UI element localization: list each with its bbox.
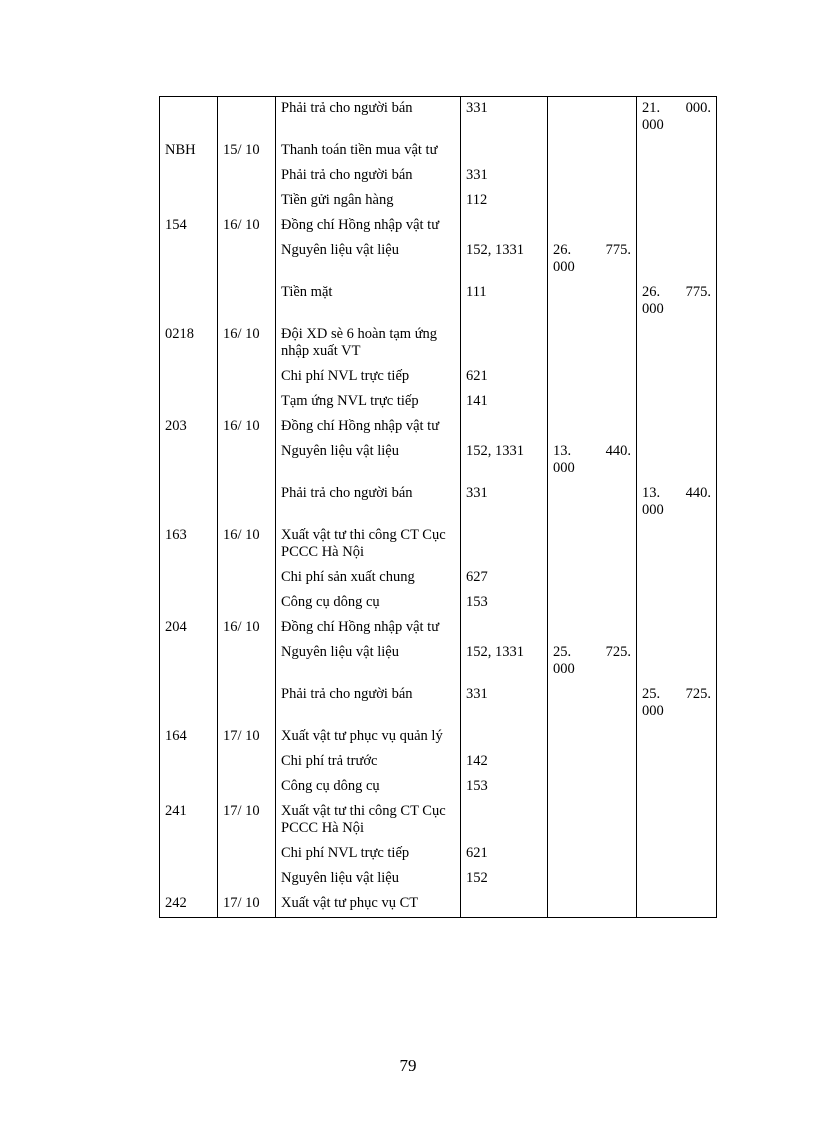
voucher-number: 0218 xyxy=(160,323,218,365)
debit-amount xyxy=(548,524,637,566)
debit-amount-parts xyxy=(553,644,631,678)
entry-description: Nguyên liệu vật liệu xyxy=(276,641,461,683)
debit-amount xyxy=(548,239,637,281)
debit-amount-part: 725. xyxy=(605,644,631,660)
voucher-number xyxy=(160,440,218,482)
voucher-date: 15/ 10 xyxy=(218,139,276,164)
entry-description: Thanh toán tiền mua vật tư xyxy=(276,139,461,164)
ledger-row xyxy=(160,683,717,725)
entry-description: Phải trả cho người bán xyxy=(276,683,461,725)
account-code xyxy=(461,892,548,918)
debit-amount xyxy=(548,415,637,440)
debit-amount xyxy=(548,482,637,524)
entry-description: Xuất vật tư phục vụ quản lý xyxy=(276,725,461,750)
credit-amount xyxy=(637,281,717,323)
debit-amount xyxy=(548,842,637,867)
voucher-date xyxy=(218,867,276,892)
voucher-date: 16/ 10 xyxy=(218,616,276,641)
credit-amount-part: 775. xyxy=(685,284,711,300)
debit-amount xyxy=(548,139,637,164)
credit-amount xyxy=(637,616,717,641)
ledger-row xyxy=(160,189,717,214)
credit-amount xyxy=(637,842,717,867)
account-code: 152, 1331 xyxy=(461,440,548,482)
voucher-date xyxy=(218,189,276,214)
entry-description: Chi phí trả trước xyxy=(276,750,461,775)
voucher-date xyxy=(218,775,276,800)
voucher-number: 203 xyxy=(160,415,218,440)
voucher-number xyxy=(160,641,218,683)
voucher-number xyxy=(160,281,218,323)
ledger-row xyxy=(160,415,717,440)
debit-amount xyxy=(548,683,637,725)
entry-description: Nguyên liệu vật liệu xyxy=(276,440,461,482)
ledger-row xyxy=(160,281,717,323)
debit-amount xyxy=(548,214,637,239)
ledger-row xyxy=(160,214,717,239)
credit-amount xyxy=(637,239,717,281)
page-number: 79 xyxy=(399,1056,417,1075)
voucher-number: NBH xyxy=(160,139,218,164)
ledger-row xyxy=(160,365,717,390)
voucher-number xyxy=(160,239,218,281)
voucher-date xyxy=(218,641,276,683)
debit-amount-parts xyxy=(553,443,631,477)
ledger-row xyxy=(160,524,717,566)
account-code xyxy=(461,616,548,641)
voucher-number: 164 xyxy=(160,725,218,750)
account-code: 152, 1331 xyxy=(461,641,548,683)
credit-amount xyxy=(637,97,717,140)
debit-amount xyxy=(548,440,637,482)
account-code: 153 xyxy=(461,591,548,616)
voucher-date xyxy=(218,164,276,189)
credit-amount xyxy=(637,365,717,390)
entry-description: Đồng chí Hồng nhập vật tư xyxy=(276,616,461,641)
credit-amount-parts xyxy=(642,686,711,720)
credit-amount-parts xyxy=(642,100,711,134)
debit-amount-part: 26. xyxy=(553,242,572,258)
debit-amount-part: 13. xyxy=(553,443,572,459)
debit-amount-part: 000 xyxy=(553,259,575,275)
debit-amount xyxy=(548,725,637,750)
credit-amount xyxy=(637,139,717,164)
entry-description: Xuất vật tư thi công CT Cục PCCC Hà Nội xyxy=(276,524,461,566)
entry-description: Nguyên liệu vật liệu xyxy=(276,239,461,281)
credit-amount xyxy=(637,775,717,800)
debit-amount xyxy=(548,750,637,775)
debit-amount xyxy=(548,365,637,390)
credit-amount xyxy=(637,440,717,482)
ledger-row xyxy=(160,164,717,189)
credit-amount-parts xyxy=(642,485,711,519)
credit-amount-part: 25. xyxy=(642,686,661,702)
credit-amount xyxy=(637,189,717,214)
ledger-row xyxy=(160,440,717,482)
debit-amount xyxy=(548,281,637,323)
entry-description: Công cụ dông cụ xyxy=(276,775,461,800)
credit-amount-part: 000. xyxy=(685,100,711,116)
account-code: 331 xyxy=(461,683,548,725)
voucher-date: 17/ 10 xyxy=(218,892,276,918)
account-code: 331 xyxy=(461,97,548,140)
ledger-row xyxy=(160,725,717,750)
account-code xyxy=(461,725,548,750)
entry-description: Phải trả cho người bán xyxy=(276,97,461,140)
voucher-date: 16/ 10 xyxy=(218,415,276,440)
credit-amount xyxy=(637,725,717,750)
credit-amount-part: 000 xyxy=(642,502,664,518)
entry-description: Đồng chí Hồng nhập vật tư xyxy=(276,415,461,440)
account-code xyxy=(461,323,548,365)
account-code: 152, 1331 xyxy=(461,239,548,281)
ledger-row xyxy=(160,566,717,591)
debit-amount xyxy=(548,800,637,842)
voucher-number: 163 xyxy=(160,524,218,566)
credit-amount xyxy=(637,641,717,683)
entry-description: Tiền mặt xyxy=(276,281,461,323)
ledger-row xyxy=(160,775,717,800)
credit-amount-part: 000 xyxy=(642,301,664,317)
account-code: 331 xyxy=(461,164,548,189)
account-code: 111 xyxy=(461,281,548,323)
debit-amount-part: 25. xyxy=(553,644,572,660)
debit-amount xyxy=(548,892,637,918)
ledger-table xyxy=(159,96,717,918)
credit-amount xyxy=(637,591,717,616)
debit-amount xyxy=(548,390,637,415)
account-code xyxy=(461,214,548,239)
debit-amount xyxy=(548,641,637,683)
voucher-number xyxy=(160,775,218,800)
debit-amount-part: 000 xyxy=(553,460,575,476)
voucher-number: 204 xyxy=(160,616,218,641)
ledger-row xyxy=(160,591,717,616)
debit-amount xyxy=(548,97,637,140)
voucher-number xyxy=(160,750,218,775)
voucher-date xyxy=(218,239,276,281)
credit-amount xyxy=(637,800,717,842)
account-code xyxy=(461,524,548,566)
ledger-row xyxy=(160,616,717,641)
credit-amount xyxy=(637,683,717,725)
voucher-number: 242 xyxy=(160,892,218,918)
voucher-date xyxy=(218,97,276,140)
voucher-date xyxy=(218,842,276,867)
voucher-number xyxy=(160,365,218,390)
account-code: 331 xyxy=(461,482,548,524)
credit-amount xyxy=(637,482,717,524)
credit-amount xyxy=(637,214,717,239)
ledger-row xyxy=(160,750,717,775)
voucher-number xyxy=(160,164,218,189)
credit-amount xyxy=(637,750,717,775)
voucher-date: 17/ 10 xyxy=(218,800,276,842)
entry-description: Chi phí NVL trực tiếp xyxy=(276,365,461,390)
ledger-row xyxy=(160,482,717,524)
debit-amount-part: 775. xyxy=(605,242,631,258)
credit-amount-part: 440. xyxy=(685,485,711,501)
account-code: 112 xyxy=(461,189,548,214)
entry-description: Đội XD sè 6 hoàn tạm ứng nhập xuất VT xyxy=(276,323,461,365)
credit-amount-part: 000 xyxy=(642,703,664,719)
account-code xyxy=(461,139,548,164)
voucher-number xyxy=(160,566,218,591)
ledger-body xyxy=(160,97,717,918)
debit-amount xyxy=(548,566,637,591)
voucher-date xyxy=(218,750,276,775)
debit-amount-parts xyxy=(553,242,631,276)
entry-description: Tạm ứng NVL trực tiếp xyxy=(276,390,461,415)
debit-amount xyxy=(548,867,637,892)
entry-description: Công cụ dông cụ xyxy=(276,591,461,616)
ledger-row xyxy=(160,892,717,918)
entry-description: Phải trả cho người bán xyxy=(276,164,461,189)
entry-description: Phải trả cho người bán xyxy=(276,482,461,524)
ledger-row xyxy=(160,239,717,281)
debit-amount xyxy=(548,189,637,214)
debit-amount xyxy=(548,775,637,800)
credit-amount-part: 725. xyxy=(685,686,711,702)
credit-amount-part: 13. xyxy=(642,485,661,501)
ledger-row xyxy=(160,97,717,140)
voucher-number xyxy=(160,683,218,725)
debit-amount xyxy=(548,323,637,365)
voucher-date: 16/ 10 xyxy=(218,323,276,365)
debit-amount-part: 440. xyxy=(605,443,631,459)
voucher-date: 16/ 10 xyxy=(218,524,276,566)
ledger-row xyxy=(160,323,717,365)
ledger-row xyxy=(160,867,717,892)
voucher-date xyxy=(218,566,276,591)
voucher-date: 16/ 10 xyxy=(218,214,276,239)
voucher-date xyxy=(218,440,276,482)
credit-amount xyxy=(637,415,717,440)
ledger-row xyxy=(160,641,717,683)
voucher-number: 154 xyxy=(160,214,218,239)
debit-amount-part: 000 xyxy=(553,661,575,677)
credit-amount xyxy=(637,566,717,591)
credit-amount xyxy=(637,390,717,415)
account-code: 621 xyxy=(461,842,548,867)
entry-description: Xuất vật tư phục vụ CT xyxy=(276,892,461,918)
entry-description: Xuất vật tư thi công CT Cục PCCC Hà Nội xyxy=(276,800,461,842)
debit-amount xyxy=(548,616,637,641)
credit-amount-parts xyxy=(642,284,711,318)
account-code: 153 xyxy=(461,775,548,800)
voucher-number xyxy=(160,482,218,524)
credit-amount xyxy=(637,323,717,365)
credit-amount-part: 21. xyxy=(642,100,661,116)
voucher-date xyxy=(218,482,276,524)
voucher-date xyxy=(218,281,276,323)
voucher-date xyxy=(218,683,276,725)
credit-amount xyxy=(637,867,717,892)
entry-description: Tiền gửi ngân hàng xyxy=(276,189,461,214)
account-code: 142 xyxy=(461,750,548,775)
voucher-number xyxy=(160,591,218,616)
credit-amount xyxy=(637,164,717,189)
credit-amount-part: 26. xyxy=(642,284,661,300)
account-code: 621 xyxy=(461,365,548,390)
voucher-number xyxy=(160,390,218,415)
voucher-date xyxy=(218,390,276,415)
credit-amount xyxy=(637,524,717,566)
voucher-number xyxy=(160,97,218,140)
account-code xyxy=(461,415,548,440)
account-code: 152 xyxy=(461,867,548,892)
voucher-number xyxy=(160,867,218,892)
credit-amount-part: 000 xyxy=(642,117,664,133)
ledger-row xyxy=(160,139,717,164)
debit-amount xyxy=(548,591,637,616)
ledger-row xyxy=(160,842,717,867)
entry-description: Chi phí sản xuất chung xyxy=(276,566,461,591)
entry-description: Đồng chí Hồng nhập vật tư xyxy=(276,214,461,239)
voucher-number: 241 xyxy=(160,800,218,842)
voucher-date: 17/ 10 xyxy=(218,725,276,750)
credit-amount xyxy=(637,892,717,918)
voucher-date xyxy=(218,591,276,616)
entry-description: Chi phí NVL trực tiếp xyxy=(276,842,461,867)
voucher-number xyxy=(160,842,218,867)
voucher-number xyxy=(160,189,218,214)
account-code xyxy=(461,800,548,842)
entry-description: Nguyên liệu vật liệu xyxy=(276,867,461,892)
account-code: 627 xyxy=(461,566,548,591)
account-code: 141 xyxy=(461,390,548,415)
debit-amount xyxy=(548,164,637,189)
ledger-row xyxy=(160,390,717,415)
ledger-row xyxy=(160,800,717,842)
voucher-date xyxy=(218,365,276,390)
